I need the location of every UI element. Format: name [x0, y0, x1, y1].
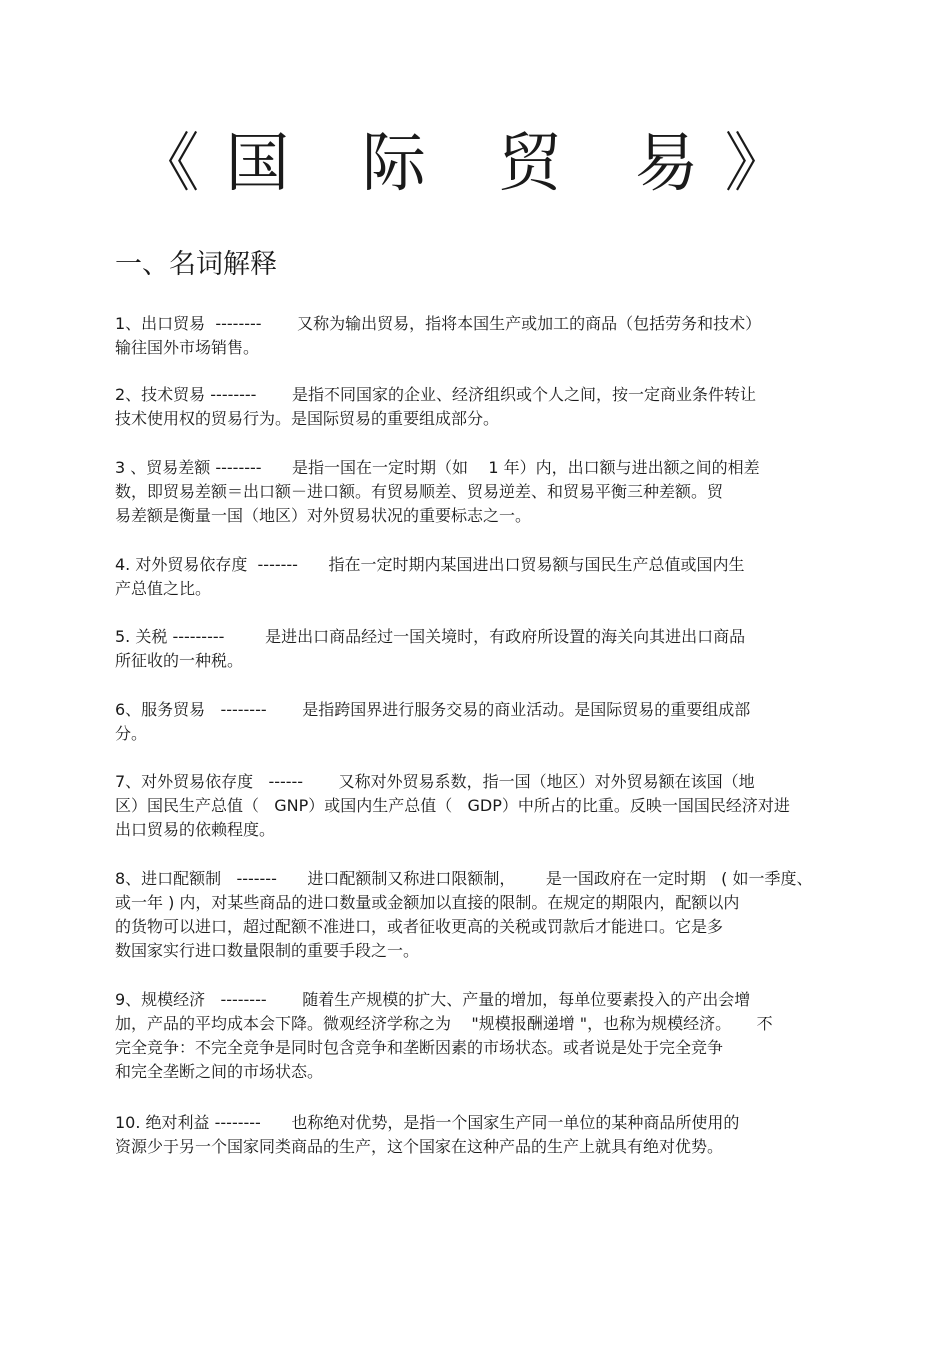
entry-line: 7、对外贸易依存度 ------ 又称对外贸易系数，指一国（地区）对外贸易额在该国（地: [115, 772, 755, 791]
entry-line: 10. 绝对利益 -------- 也称绝对优势，是指一个国家生产同一单位的某种商品所使用的: [115, 1113, 740, 1132]
entry-line: 加，产品的平均成本会下降。微观经济学称之为 "规模报酬递增 "，也称为规模经济。 不: [115, 1014, 773, 1033]
entry-line: 输往国外市场销售。: [115, 338, 260, 357]
entry-line: 技术使用权的贸易行为。是国际贸易的重要组成部分。: [115, 409, 500, 428]
section-heading: 一、名词解释: [115, 249, 277, 280]
entry-line: 和完全垄断之间的市场状态。: [115, 1062, 324, 1081]
entry-line: 所征收的一种税。: [115, 651, 244, 670]
entry-line: 数，即贸易差额＝出口额－进口额。有贸易顺差、贸易逆差、和贸易平衡三种差额。贸: [115, 482, 724, 501]
entry-line: 的货物可以进口，超过配额不准进口，或者征收更高的关税或罚款后才能进口。它是多: [115, 917, 724, 936]
entry-line: 易差额是衡量一国（地区）对外贸易状况的重要标志之一。: [115, 506, 532, 525]
term-entry-4: [115, 553, 744, 601]
entry-line: 或一年 ) 内，对某些商品的进口数量或金额加以直接的限制。在规定的期限内，配额以内: [115, 893, 740, 912]
entry-line: 分。: [115, 724, 148, 743]
entry-line: 数国家实行进口数量限制的重要手段之一。: [115, 941, 420, 960]
term-entry-7: [115, 770, 790, 842]
term-entry-9: [115, 988, 773, 1084]
entry-line: 资源少于另一个国家同类商品的生产，这个国家在这种产品的生产上就具有绝对优势。: [115, 1137, 724, 1156]
entry-line: 6、服务贸易 -------- 是指跨国界进行服务交易的商业活动。是国际贸易的重要组成部: [115, 700, 751, 719]
term-entry-2: [115, 383, 756, 431]
entry-line: 3 、贸易差额 -------- 是指一国在一定时期（如 1 年）内，出口额与进出额之间的相差: [115, 458, 760, 477]
term-entry-10: [115, 1111, 739, 1159]
entry-line: 出口贸易的依赖程度。: [115, 820, 276, 839]
entry-line: 5. 关税 --------- 是进出口商品经过一国关境时，有政府所设置的海关向其进出口商品: [115, 627, 746, 646]
term-entry-3: [115, 456, 760, 528]
entry-line: 8、进口配额制 ------- 进口配额制又称进口限额制， 是一国政府在一定时期 ( 如一季度、: [115, 869, 813, 888]
entry-line: 4. 对外贸易依存度 ------- 指在一定时期内某国进出口贸易额与国民生产总值或国内生: [115, 555, 745, 574]
entry-line: 2、技术贸易 -------- 是指不同国家的企业、经济组织或个人之间，按一定商业条件转让: [115, 385, 757, 404]
term-entry-8: [115, 867, 812, 963]
entry-line: 区）国民生产总值（ GNP）或国内生产总值（ GDP）中所占的比重。反映一国国民经济对进: [115, 796, 790, 815]
term-entry-6: [115, 698, 750, 746]
term-entry-5: [115, 625, 745, 673]
document-title: 《国 际 贸 易》: [135, 127, 815, 201]
entry-line: 产总值之比。: [115, 579, 212, 598]
entry-line: 9、规模经济 -------- 随着生产规模的扩大、产量的增加，每单位要素投入的产出会增: [115, 990, 751, 1009]
entry-line: 1、出口贸易 -------- 又称为输出贸易，指将本国生产或加工的商品（包括劳务和技术）: [115, 314, 762, 333]
term-entry-1: [115, 312, 761, 360]
entry-line: 完全竞争：不完全竞争是同时包含竞争和垄断因素的市场状态。或者说是处于完全竞争: [115, 1038, 724, 1057]
